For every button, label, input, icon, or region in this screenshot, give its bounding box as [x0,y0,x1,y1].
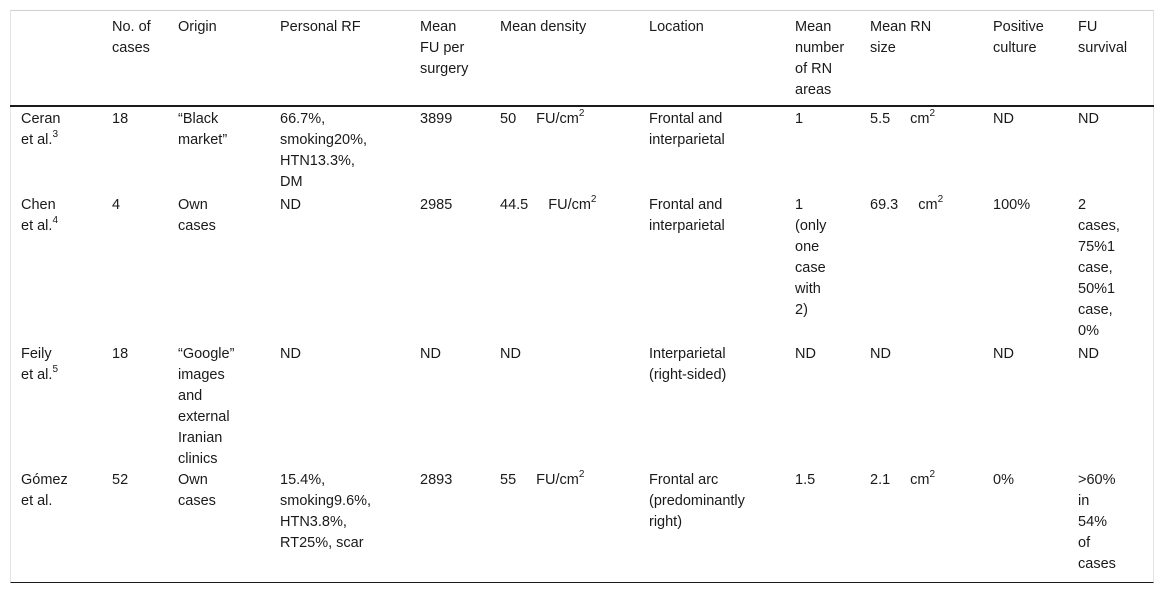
cell-rn-size: 5.5 $cm^2$ [870,108,936,127]
cell-fu-survival: ND [1078,111,1099,127]
cell-cases: 52 [112,472,129,488]
cell-culture: 100% [993,197,1031,213]
header-origin: Origin [178,19,217,35]
header-cases: No. of cases [112,19,151,56]
cell-origin: “Google” images and external Iranian clinics [178,346,235,467]
cell-study: Chen et al.$^4$ [21,197,58,234]
header-rn-areas: Mean number of RN areas [795,19,845,98]
cell-fu-survival: >60% in 54% of cases [1078,472,1116,572]
header-mean-fu: Mean FU per surgery [420,19,469,77]
cell-mean-fu: ND [420,346,441,362]
cell-culture: ND [993,111,1014,127]
cell-cases: 18 [112,111,129,127]
cell-location: Frontal and interparietal [649,111,725,148]
cell-origin: Own cases [178,197,216,234]
cell-culture: 0% [993,472,1014,488]
cell-mean-fu: 2893 [420,472,453,488]
reference-number: 5 [52,364,58,376]
cell-culture: ND [993,346,1014,362]
header-mean-density: Mean density [500,19,587,35]
cell-rn-areas: 1 [795,111,804,127]
cell-personal-rf: ND [280,346,301,362]
header-location: Location [649,19,704,35]
cell-cases: 4 [112,197,121,213]
cell-mean-density: ND [500,346,521,362]
cell-study: Gómez et al. [21,472,68,509]
cell-location: Frontal arc (predominantly right) [649,472,745,530]
cell-cases: 18 [112,346,129,362]
cell-location: Frontal and interparietal [649,197,725,234]
cell-mean-density: 50 $FU/cm^2$ [500,108,585,127]
cell-origin: Own cases [178,472,216,509]
cell-mean-fu: 2985 [420,197,453,213]
reference-number: 4 [52,215,58,227]
header-personal-rf: Personal RF [280,19,361,35]
cell-rn-size: 69.3 $cm^2$ [870,194,944,213]
cell-rn-areas: ND [795,346,816,362]
cell-location: Interparietal (right-sided) [649,346,727,383]
cell-mean-density: 44.5 $FU/cm^2$ [500,194,597,213]
header-culture: Positive culture [993,19,1044,56]
cell-origin: “Black market” [178,111,228,148]
cell-study: Feily et al.$^5$ [21,346,58,383]
reference-number: 3 [52,129,58,141]
cell-mean-density: 55 $FU/cm^2$ [500,469,585,488]
cell-rn-areas: 1 (only one case with 2) [795,197,827,318]
header-rule [10,105,1154,107]
cell-mean-fu: 3899 [420,111,453,127]
header-fu-survival: FU survival [1078,19,1128,56]
cell-personal-rf: 66.7%, smoking20%, HTN13.3%, DM [280,111,368,190]
cell-fu-survival: 2 cases, 75%1 case, 50%1 case, 0% [1078,197,1120,339]
cell-rn-areas: 1.5 [795,472,816,488]
cell-rn-size: ND [870,346,891,362]
cell-personal-rf: 15.4%, smoking9.6%, HTN3.8%, RT25%, scar [280,472,372,551]
cell-rn-size: 2.1 $cm^2$ [870,469,936,488]
cell-fu-survival: ND [1078,346,1099,362]
header-rn-size: Mean RN size [870,19,932,56]
cell-study: Ceran et al.$^3$ [21,111,61,148]
cell-personal-rf: ND [280,197,301,213]
